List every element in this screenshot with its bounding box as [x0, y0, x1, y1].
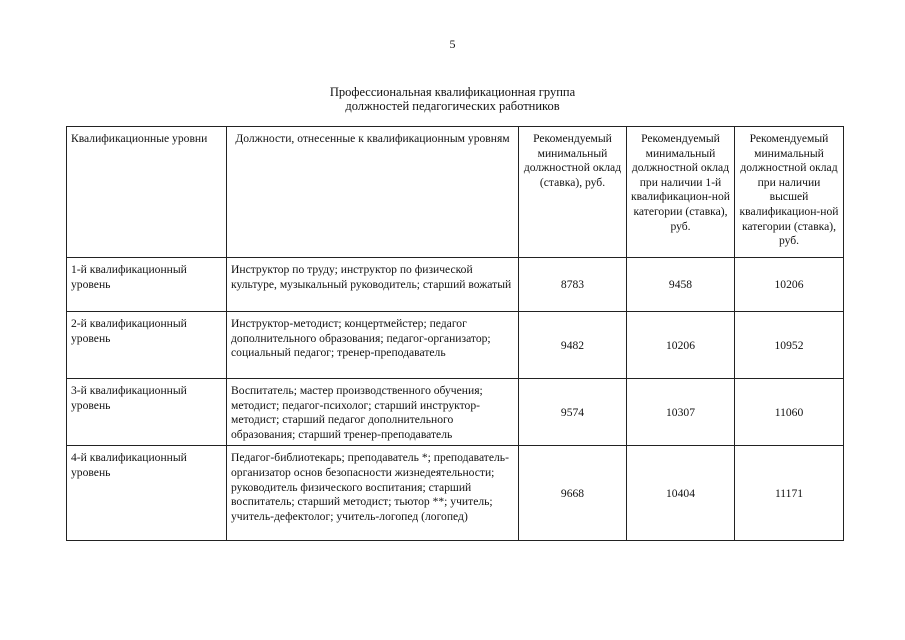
qualification-table: [66, 126, 844, 541]
page-number: 5: [449, 37, 456, 51]
header-positions: Должности, отнесенные к квалификационным уровням: [227, 127, 519, 258]
document-title: [0, 85, 905, 113]
cell-positions: Воспитатель; мастер производственного обучения; методист; педагог-психолог; старший инструктор-методист; старший педагог дополнительного образования; старший тренер-преподаватель: [227, 379, 519, 446]
cell-highest-category-salary: 10952: [735, 312, 844, 379]
cell-base-salary: 9482: [519, 312, 627, 379]
cell-first-category-salary: 10206: [627, 312, 735, 379]
document-title-line-1: Профессиональная квалификационная группа: [329, 85, 576, 99]
cell-level: 2-й квалификационный уровень: [67, 312, 227, 379]
cell-highest-category-salary: 11171: [735, 446, 844, 541]
cell-level: 4-й квалификационный уровень: [67, 446, 227, 541]
table-row: [67, 258, 844, 312]
cell-first-category-salary: 10404: [627, 446, 735, 541]
cell-base-salary: 8783: [519, 258, 627, 312]
cell-base-salary: 9668: [519, 446, 627, 541]
cell-positions: Педагог-библиотекарь; преподаватель *; преподаватель-организатор основ безопасности жизнедеятельности; руководитель физического воспитания; старший воспитатель; старший методист; тьютор **; учитель; учитель-дефектолог; учитель-логопед (логопед): [227, 446, 519, 541]
header-first-category-salary: Рекомендуемый минимальный должностной оклад при наличии 1-й квалификацион-ной категории (ставка), руб.: [627, 127, 735, 258]
cell-level: 1-й квалификационный уровень: [67, 258, 227, 312]
table-row: [67, 379, 844, 446]
header-highest-category-salary: Рекомендуемый минимальный должностной оклад при наличии высшей квалификацион-ной категории (ставка), руб.: [735, 127, 844, 258]
cell-highest-category-salary: 10206: [735, 258, 844, 312]
cell-positions: Инструктор-методист; концертмейстер; педагог дополнительного образования; педагог-организатор; социальный педагог; тренер-преподаватель: [227, 312, 519, 379]
header-qualification-levels: Квалификационные уровни: [67, 127, 227, 258]
cell-first-category-salary: 10307: [627, 379, 735, 446]
cell-first-category-salary: 9458: [627, 258, 735, 312]
document-title-line-2: должностей педагогических работников: [345, 99, 560, 113]
cell-level: 3-й квалификационный уровень: [67, 379, 227, 446]
cell-highest-category-salary: 11060: [735, 379, 844, 446]
header-base-salary: Рекомендуемый минимальный должностной оклад (ставка), руб.: [519, 127, 627, 258]
cell-base-salary: 9574: [519, 379, 627, 446]
table-header-row: [67, 127, 844, 258]
table-row: [67, 446, 844, 541]
cell-positions: Инструктор по труду; инструктор по физической культуре, музыкальный руководитель; старший вожатый: [227, 258, 519, 312]
table-row: [67, 312, 844, 379]
